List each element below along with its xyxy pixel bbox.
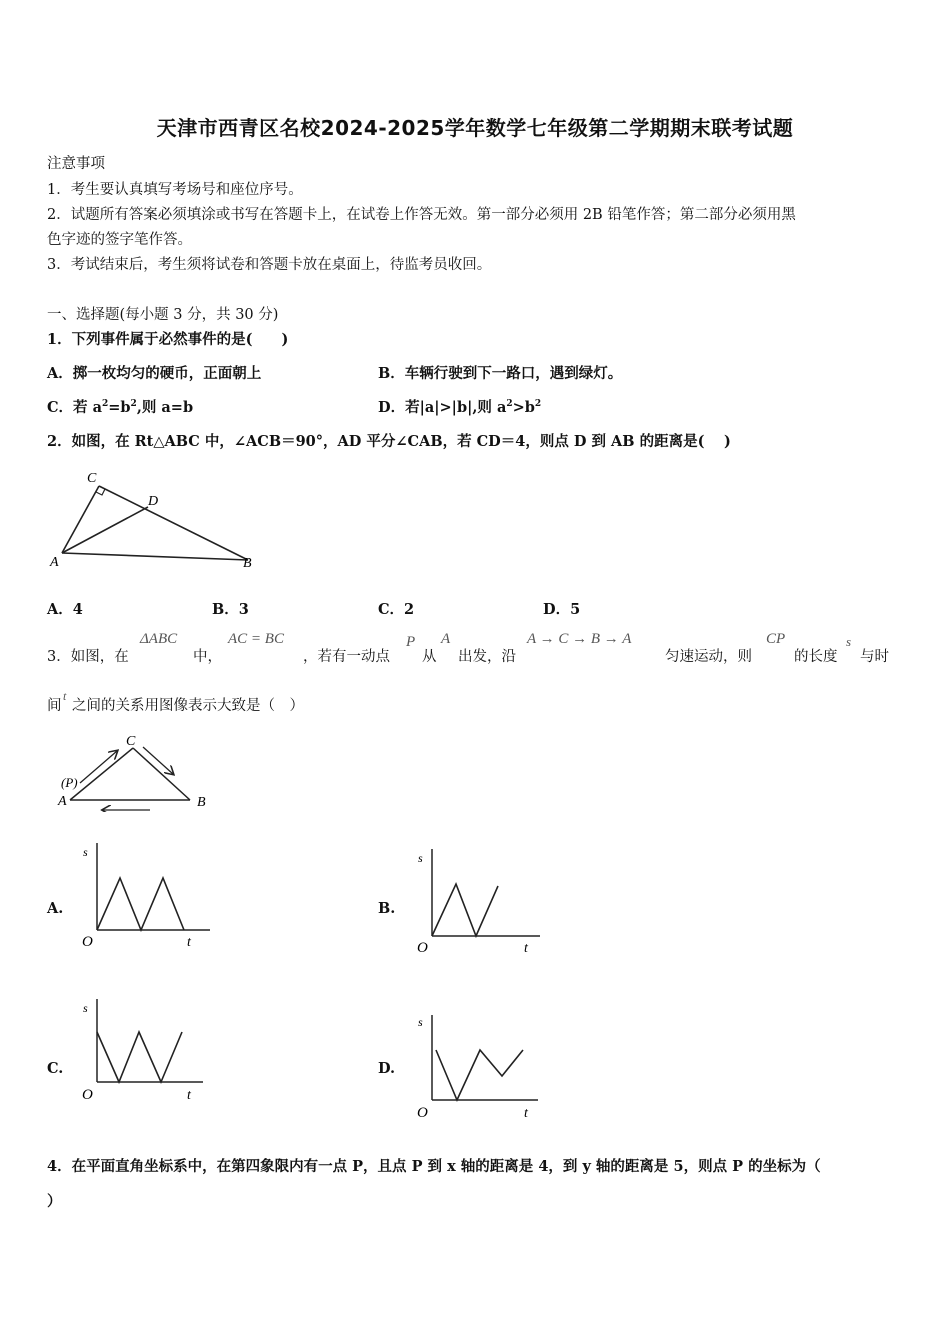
q2-option-b: B．3 (212, 601, 249, 618)
q2-triangle-figure (45, 465, 265, 575)
axis-s-label: s (418, 851, 423, 865)
label-p: (P) (61, 775, 78, 790)
origin-label: O (82, 934, 93, 950)
q3-math: t (63, 689, 67, 703)
q3-text: ，若有一动点 (303, 649, 390, 665)
q1-option-d: D．若|a|>|b|,则 $a^2>b^2$ (378, 399, 542, 416)
label-c: C (126, 734, 136, 749)
q3-text: 与时 (860, 649, 889, 665)
notice-item: 2．试题所有答案必须填涂或书写在答题卡上，在试卷上作答无效。第一部分必须用 2B 铅笔作答；第二部分必须用黑 (47, 207, 796, 223)
section-heading: 一、选择题(每小题 3 分，共 30 分) (47, 307, 279, 323)
axis-s-label: s (83, 845, 88, 859)
origin-label: O (417, 1105, 428, 1121)
axis-t-label: t (524, 1106, 528, 1121)
q3-text: 3．如图，在 (47, 649, 129, 665)
q3-math: s (846, 634, 852, 649)
q3-option-d: D. (378, 1060, 396, 1077)
question-4-stem-cont: ） (47, 1193, 62, 1210)
label-b: B (243, 556, 252, 571)
question-2-stem: 2．如图，在 Rt△ABC 中，∠ACB＝90°，AD 平分∠CAB，若 CD＝4，则点 D 到 AB 的距离是( ) (47, 433, 731, 450)
q3-math: AC = BC (228, 631, 284, 647)
notice-item: 3．考试结束后，考生须将试卷和答题卡放在桌面上，待监考员收回。 (47, 257, 492, 273)
axis-t-label: t (187, 1088, 191, 1103)
page-title: 天津市西青区名校2024-2025学年数学七年级第二学期期末联考试题 (156, 116, 794, 140)
q3-math: A → C → B → A (527, 631, 632, 647)
q2-option-a: A．4 (47, 601, 83, 618)
q3-text: 间 (47, 698, 62, 714)
notice-heading: 注意事项 (47, 156, 105, 172)
q3-triangle-figure (55, 728, 215, 812)
q1-option-a: A．掷一枚均匀的硬币，正面朝上 (47, 365, 262, 382)
graph-c (75, 994, 215, 1109)
graph-d (410, 1010, 550, 1125)
q3-text: 从 (422, 649, 437, 665)
q3-option-a: A. (47, 900, 64, 917)
q3-option-b: B. (378, 900, 396, 917)
q3-math: CP (766, 631, 786, 647)
origin-label: O (82, 1087, 93, 1103)
q3-math: P (406, 634, 416, 650)
q3-text: 中， (193, 649, 222, 665)
q3-text: 的长度 (794, 649, 838, 665)
q1-option-c: C．若 $a^2=b^2$,则 a=b (47, 399, 194, 416)
q3-option-c: C. (47, 1060, 64, 1077)
axis-s-label: s (83, 1001, 88, 1015)
q3-math: ΔABC (140, 631, 178, 647)
q3-math: A (441, 631, 451, 647)
graph-b (410, 844, 550, 959)
q1-option-b: B．车辆行驶到下一路口，遇到绿灯。 (378, 365, 623, 382)
graph-a (75, 838, 215, 953)
q2-option-d: D．5 (543, 601, 581, 618)
q3-text: 匀速运动，则 (665, 649, 752, 665)
q2-option-c: C．2 (378, 601, 415, 618)
question-1-stem: 1．下列事件属于必然事件的是( ) (47, 331, 289, 348)
axis-t-label: t (187, 935, 191, 950)
question-4-stem: 4．在平面直角坐标系中，在第四象限内有一点 P，且点 P 到 x 轴的距离是 4，到 y 轴的距离是 5，则点 P 的坐标为（ (47, 1158, 821, 1175)
q3-text: 出发，沿 (458, 649, 516, 665)
label-a: A (50, 555, 59, 570)
label-a: A (58, 794, 67, 809)
label-b: B (197, 795, 206, 810)
notice-item: 1．考生要认真填写考场号和座位序号。 (47, 182, 303, 198)
axis-s-label: s (418, 1015, 423, 1029)
axis-t-label: t (524, 941, 528, 956)
label-d: D (148, 494, 159, 509)
notice-item: 色字迹的签字笔作答。 (47, 232, 192, 248)
label-c: C (87, 471, 97, 486)
origin-label: O (417, 940, 428, 956)
q3-text: 之间的关系用图像表示大致是（ ） (72, 698, 304, 714)
